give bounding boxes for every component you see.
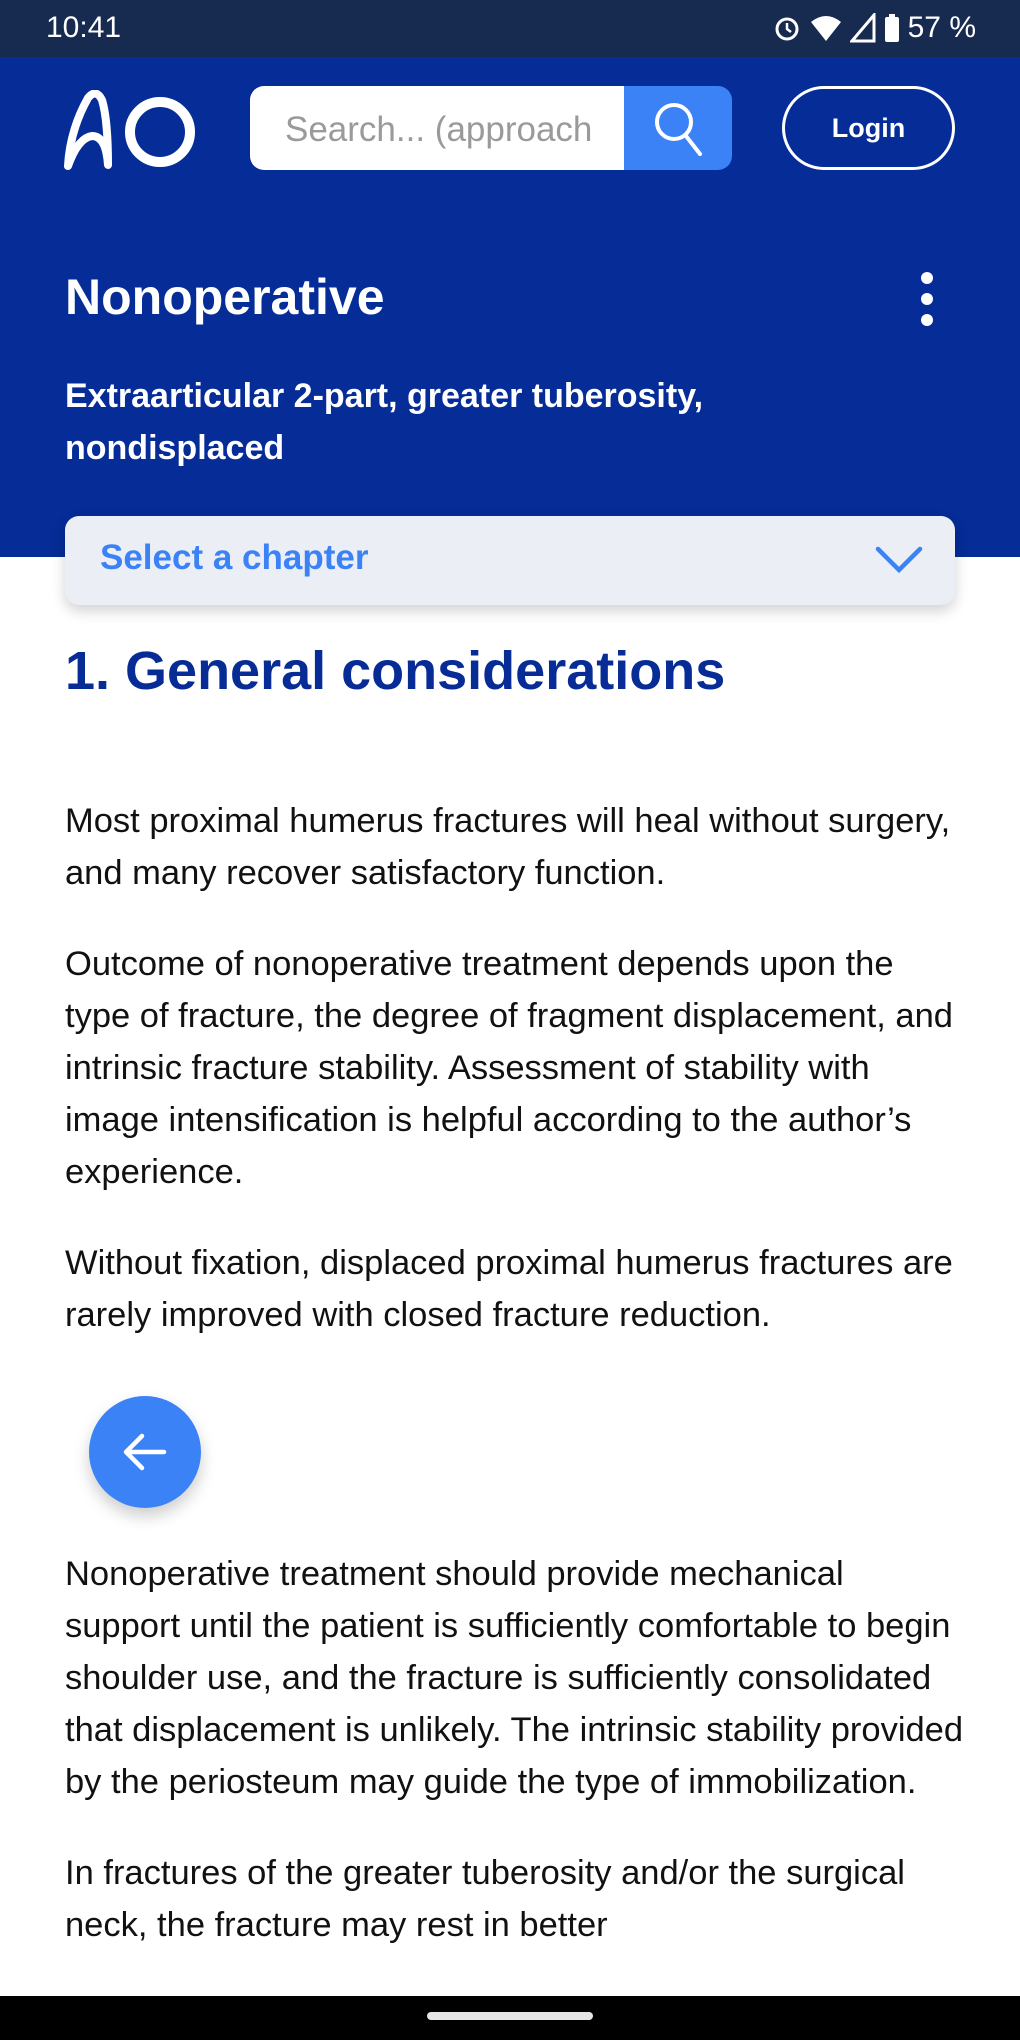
alarm-icon bbox=[772, 13, 802, 43]
page-subtitle: Extraarticular 2-part, greater tuberosity, nondisplaced bbox=[65, 377, 704, 467]
content-spacer bbox=[65, 1380, 965, 1548]
system-nav-bar bbox=[0, 1996, 1020, 2040]
article-body bbox=[65, 795, 965, 1990]
search-button[interactable] bbox=[624, 86, 732, 170]
arrow-left-icon bbox=[120, 1427, 170, 1477]
paragraph: In fractures of the greater tuberosity and/or the surgical neck, the fracture may rest in better bbox=[65, 1854, 905, 1944]
section-heading: 1. General considerations bbox=[65, 641, 726, 701]
more-options-icon[interactable] bbox=[916, 272, 938, 326]
search-icon bbox=[652, 100, 704, 156]
login-button[interactable]: Login bbox=[782, 86, 955, 170]
status-time: 10:41 bbox=[46, 11, 122, 44]
page-title: Nonoperative bbox=[65, 269, 385, 325]
chapter-select-label: Select a chapter bbox=[100, 538, 369, 577]
paragraph: Most proximal humerus fractures will heal without surgery, and many recover satisfactory function. bbox=[65, 802, 951, 892]
paragraph: Nonoperative treatment should provide mechanical support until the patient is sufficiently comfortable to begin shoulder use, and the fracture is sufficiently consolidated that displacement is unlikely. The intrinsic stability provided by the periosteum may guide the type of immobilization. bbox=[65, 1555, 964, 1801]
battery-icon bbox=[884, 13, 900, 43]
back-button[interactable] bbox=[89, 1396, 201, 1508]
chapter-select[interactable] bbox=[65, 516, 955, 605]
home-handle[interactable] bbox=[427, 2012, 593, 2020]
signal-icon bbox=[850, 13, 876, 43]
paragraph: Outcome of nonoperative treatment depends upon the type of fracture, the degree of fragment displacement, and intrinsic fracture stability. Assessment of stability with image intensification is helpful according to the author’s experience. bbox=[65, 945, 953, 1191]
battery-level: 57 % bbox=[907, 11, 976, 44]
search-input[interactable]: Search... (approach bbox=[250, 86, 625, 170]
paragraph: Without fixation, displaced proximal humerus fractures are rarely improved with closed fracture reduction. bbox=[65, 1244, 953, 1334]
ao-logo[interactable] bbox=[62, 90, 202, 170]
status-bar bbox=[0, 0, 1020, 57]
wifi-icon bbox=[810, 13, 842, 43]
chevron-down-icon bbox=[875, 544, 923, 574]
